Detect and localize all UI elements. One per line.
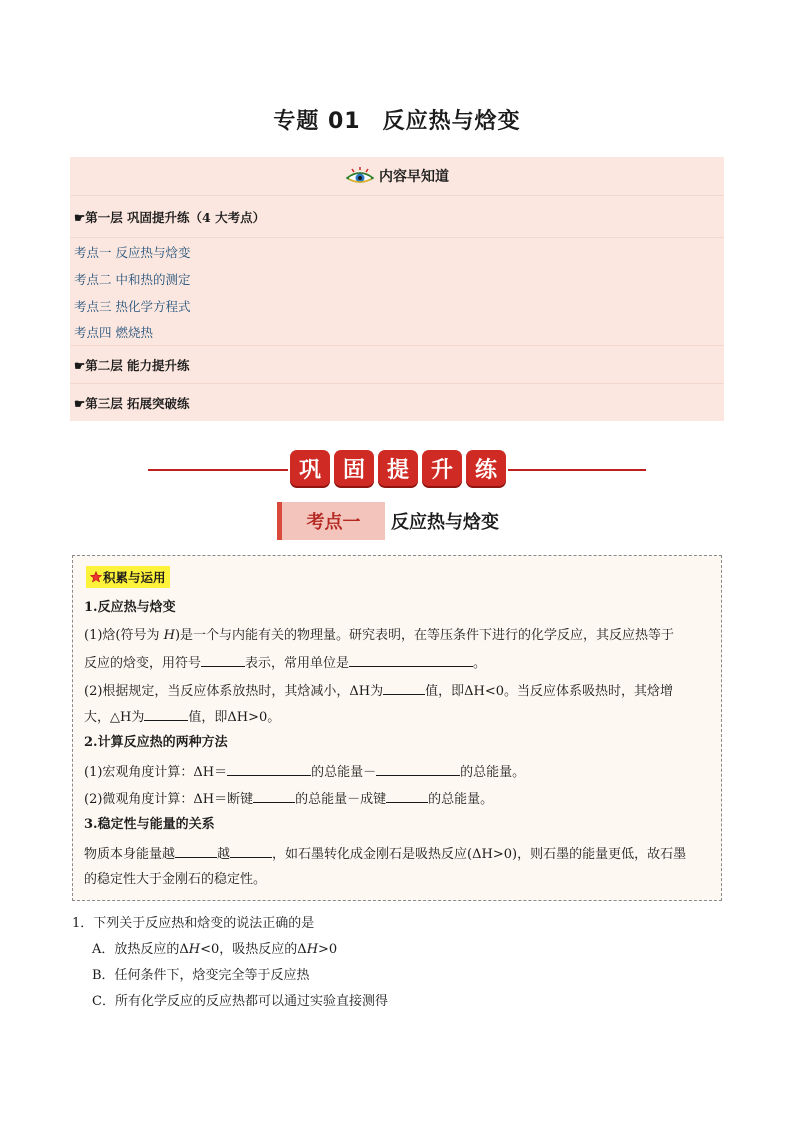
text-run: 的总能量。	[460, 765, 526, 780]
toc-level-2[interactable]	[70, 346, 724, 384]
point-label: 考点一	[277, 502, 385, 540]
fill-blank[interactable]	[253, 789, 295, 803]
option-c[interactable]: C．所有化学反应的反应热都可以通过实验直接测得	[92, 994, 388, 1009]
fill-blank[interactable]	[349, 653, 473, 667]
fill-blank[interactable]	[383, 681, 425, 695]
option-b[interactable]: B．任何条件下，焓变完全等于反应热	[92, 968, 310, 983]
point-title: 反应热与焓变	[391, 512, 499, 533]
text-run: 反应的焓变，用符号	[84, 656, 202, 671]
fill-blank[interactable]	[201, 653, 245, 667]
knowledge-line: 的稳定性大于金刚石的稳定性。	[84, 872, 267, 887]
fill-blank[interactable]	[376, 762, 460, 776]
text-run: 物质本身能量越	[84, 847, 176, 862]
text-run: >0	[318, 942, 338, 957]
fill-blank[interactable]	[230, 844, 272, 858]
toc-point-4-label: 考点四 燃烧热	[74, 325, 153, 340]
symbol-h: H	[306, 942, 319, 957]
banner-char: 巩	[290, 450, 330, 486]
toc-header	[70, 157, 724, 196]
text-run: 的总能量。	[428, 792, 494, 807]
knowledge-line	[84, 627, 712, 645]
text-run: 值，即ΔH<0。当反应体系吸热时，其焓增	[425, 684, 674, 699]
text-run: 的总能量－成键	[295, 792, 387, 807]
knowledge-heading-1: 1.反应热与焓变	[84, 600, 176, 615]
point-heading	[277, 502, 499, 540]
knowledge-line	[84, 707, 712, 727]
text-run: A．放热反应的Δ	[92, 942, 189, 957]
topic-name: 反应热与焓变	[382, 109, 521, 134]
fill-blank[interactable]	[386, 789, 428, 803]
toc-point-1[interactable]	[70, 238, 724, 265]
toc-level-2-label: ☛第二层 能力提升练	[74, 357, 190, 373]
knowledge-tag	[86, 566, 170, 588]
option-a[interactable]	[92, 941, 337, 959]
text-run: 值，即ΔH>0。	[188, 710, 281, 725]
toc-point-3[interactable]	[70, 292, 724, 319]
fill-blank[interactable]	[175, 844, 217, 858]
toc-point-2[interactable]	[70, 265, 724, 292]
star-icon	[90, 571, 102, 583]
text-run: 大，△H为	[84, 710, 145, 725]
text-run: (1)宏观角度计算：ΔH＝	[84, 765, 228, 780]
text-run: (2)微观角度计算：ΔH＝断键	[84, 792, 254, 807]
text-run: 的总能量－	[311, 765, 377, 780]
banner-char: 固	[334, 450, 374, 486]
fill-blank[interactable]	[227, 762, 311, 776]
knowledge-line	[84, 844, 712, 864]
toc-point-3-label: 考点三 热化学方程式	[74, 298, 191, 314]
knowledge-heading-3: 3.稳定性与能量的关系	[84, 817, 215, 832]
toc-point-4[interactable]	[70, 319, 724, 346]
knowledge-line	[84, 789, 712, 809]
knowledge-line	[84, 653, 712, 673]
knowledge-tag-label: 积累与运用	[103, 570, 166, 585]
banner-chars	[290, 450, 506, 490]
banner-char: 提	[378, 450, 418, 486]
knowledge-heading-2: 2.计算反应热的两种方法	[84, 735, 228, 750]
knowledge-box	[72, 555, 722, 901]
toc-level-3[interactable]	[70, 384, 724, 421]
section-banner	[148, 450, 646, 490]
text-run: 越	[217, 847, 231, 862]
toc-level-1[interactable]	[70, 196, 724, 238]
toc-level-1-label: ☛第一层 巩固提升练（4 大考点）	[74, 209, 266, 225]
toc-point-1-label: 考点一 反应热与焓变	[74, 244, 191, 260]
text-run: (1)焓(符号为	[84, 628, 164, 643]
text-run: 。	[473, 656, 487, 671]
toc-box	[70, 157, 724, 421]
text-run: ，如石墨转化成金刚石是吸热反应(ΔH>0)，则石墨的能量更低，故石墨	[272, 847, 687, 862]
topic-number: 专题 01	[273, 109, 361, 134]
toc-point-2-label: 考点二 中和热的测定	[74, 271, 191, 287]
knowledge-line	[84, 681, 712, 701]
eye-icon	[345, 166, 375, 186]
banner-line-right	[508, 469, 646, 471]
text-run: (2)根据规定，当反应体系放热时，其焓减小，ΔH为	[84, 684, 384, 699]
toc-header-label: 内容早知道	[379, 169, 449, 185]
knowledge-line	[84, 762, 712, 782]
banner-char: 升	[422, 450, 462, 486]
page-title	[0, 104, 794, 135]
toc-level-3-label: ☛第三层 拓展突破练	[74, 395, 190, 411]
question-stem: 1．下列关于反应热和焓变的说法正确的是	[72, 916, 315, 931]
text-run: 表示，常用单位是	[245, 656, 350, 671]
banner-line-left	[148, 469, 288, 471]
fill-blank[interactable]	[144, 707, 188, 721]
text-run: )是一个与内能有关的物理量。研究表明，在等压条件下进行的化学反应，其反应热等于	[174, 628, 675, 643]
symbol-h: H	[163, 628, 175, 643]
banner-char: 练	[466, 450, 506, 486]
text-run: <0，吸热反应的Δ	[200, 942, 307, 957]
symbol-h: H	[188, 942, 201, 957]
